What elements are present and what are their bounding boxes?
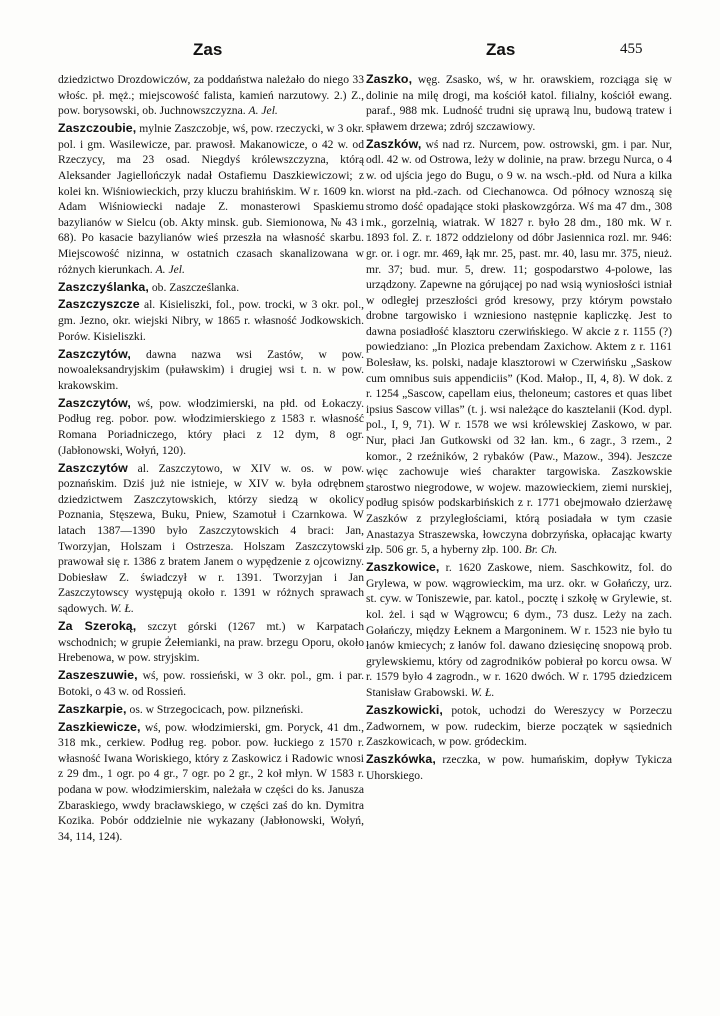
entry-body: al. Kisieliszki, fol., pow. trocki, w 3 okr. pol., gm. Jezno, okr. wiejski Nibry, w 1865 r. własność Jodkowskich. Porów. Kisieliszki. <box>58 298 364 343</box>
entry-headword: Zaszkiewicze, <box>58 719 141 734</box>
entry-body: wś, pow. włodzimierski, gm. Poryck, 41 dm., 318 mk., cerkiew. Podług reg. pobor. pow. łuckiego z 1570 r. własność Iwana Woriskiego, który z Zaskowicz i Radowic wnosi z 29 dm., 1 ogr. po 4 gr., 7 ogr. po 2 gr., 2 koł młyn. W 1583 r. podana w pow. włodzimierskim, należała w części do ks. Janusza Zbaraskiego, wwdy bracławskiego, w części zaś do kn. Dymitra Kozika. Pobór oddzielnie nie wykazany (Jabłonowski, Wołyń, 34, 114, 124). <box>58 720 364 843</box>
entry-headword: Zaszczytów <box>58 460 128 475</box>
entry-body: ob. Zaszcześlanka. <box>151 280 240 294</box>
page-header <box>0 40 720 66</box>
entry-headword: Zaszczytów, <box>58 395 131 410</box>
entry-body: rzeczka, w pow. humańskim, dopływ Tykicza Uhorskiego. <box>366 753 672 782</box>
entry-headword: Za Szeroką, <box>58 618 137 633</box>
entry-headword: Zaszko, <box>366 72 413 86</box>
entry <box>58 668 364 699</box>
entry-author: Br. Ch. <box>524 543 558 557</box>
entry <box>58 396 364 458</box>
left-column <box>58 72 364 847</box>
entry-headword: Zaszczoubie, <box>58 121 137 136</box>
entry-body: potok, uchodzi do Wereszycy w Porzeczu Zadwornem, w pow. rudeckim, bierze początek w sąsiednich Zaszkowicach, w pow. gródeckim. <box>366 703 672 749</box>
entry-body: al. Zaszczytowo, w XIV w. os. w pow. poznańskim. Dziś już nie istnieje, w XIV w. była odrębnem dziedzictwem Zaszczytowskich, którzy siedzą w okolicy Poznania, Stęszewa, Buku, Pniew, Szamotuł i Czarnkowa. W latach 1387—1390 było Zaszczytowskich 4 braci: Jan, Tworzyjan, Holszam i Ostrzesza. Holszam Zaszczytowski prawował się r. 1386 z bratem Janem o wypędzenie z ojcowizny. Dobiesław Z. świadczył w r. 1391. Tworzyjan i Jan Zaszczytowscy występują około r. 1391 w różnych sprawach sądowych. <box>58 461 364 615</box>
entry-headword: Zaszkówka, <box>366 752 436 767</box>
entry-author: A. Jel. <box>248 104 278 118</box>
entry <box>366 137 672 558</box>
entry-headword: Zaszeszuwie, <box>58 668 138 683</box>
right-column <box>366 72 672 786</box>
entry <box>58 121 364 277</box>
entry <box>58 619 364 666</box>
entry-body: os. w Strzegocicach, pow. pilzneński. <box>129 702 304 716</box>
entry-body: r. 1620 Zaskowe, niem. Saschkowitz, fol. do Grylewa, w pow. wągrowieckim, ma urz. okr. w Gołańczy, urz. st. cyw. w Toniszewie, par. katol., pocztę i szkołę w Grylewie, st. kol. żel. i sąd w Wągrowcu; 6 dym., 73 dusz. Leży na zach. Gołańczy, między Łeknem a Margoninem. W r. 1523 nie było tu łanów kmiecych; z łanów fol. dawano dziesięcinę snopową prob. grylewskiemu, który od zagrodników pobierał po korcu owsa. W r. 1579 było 4 zagrodn., w r. 1620 dwóch. W r. 1795 dziedzicem Stanisław Grabowski. <box>366 561 672 699</box>
entry <box>366 752 672 783</box>
entry-body: dziedzictwo Drozdowiczów, za poddaństwa należało do niego 33 włośc. pł. męż.; miejscowość falista, kamień narzutowy. 2.) Z., pow. borysowski, ob. Juchnowszczyzna. <box>58 73 364 118</box>
entry <box>58 280 364 296</box>
entry-headword: Zaszków, <box>366 136 422 151</box>
entry-headword: Zaszczytów, <box>58 346 131 361</box>
entry-body: wś, pow. rossieński, w 3 okr. pol., gm. i par. Botoki, o 43 w. od Rossień. <box>58 669 365 698</box>
entry <box>58 72 364 119</box>
entry-author: W. Ł. <box>470 685 495 699</box>
entry <box>58 702 364 718</box>
page-number: 455 <box>620 41 643 57</box>
entry <box>366 72 672 134</box>
entry-body: dawna nazwa wsi Zastów, w pow. nowoaleksandryjskim (puławskim) i drugiej wsi t. n. w pow. krakowskim. <box>58 347 364 392</box>
entry-body: mylnie Zaszczobje, wś, pow. rzeczycki, w 3 okr. pol. i gm. Wasilewicze, par. prawosł. Makanowicze, o 42 w. od Rzeczycy, ma 23 osad. Niegdyś królewszczyzna, którą Aleksander Jagiellończyk nadał Ostafiemu Daszkiewiczowi; z kolei kn. Wiśniowieckich, przy kluczu brahińskim. W r. 1609 kn. Adam Wiśniowiecki nadaje Z. monasterowi Spaskiemu bazylianów w Sielcu (ob. Akty minsk. gub. Siemionowa, № 43 i 68). Po kasacie bazylianów wieś przeszła na własność skarbu. Miejscowość nizinna, w ostatnich czasach skanalizowana w różnych kierunkach. <box>58 122 364 276</box>
entry <box>58 461 364 617</box>
entry <box>58 720 364 845</box>
entry-body: wś, pow. włodzimierski, na płd. od Łokaczy. Podług reg. pobor. pow. włodzimierskiego z 1583 r. własność Romana Poriadniczego, który płaci z 12 dym, 8 ogr. (Jabłonowski, Wołyń, 120). <box>58 396 364 457</box>
entry <box>58 347 364 394</box>
entry-author: A. Jel. <box>155 262 185 276</box>
entry <box>366 703 672 750</box>
entry <box>58 297 364 344</box>
entry <box>366 560 672 700</box>
entry-body: wś nad rz. Nurcem, pow. ostrowski, gm. i par. Nur, odl. 42 w. od Ostrowa, leży w dolinie, na praw. brzegu Nurca, o 4 w. od ujścia jego do Bugu, o 9 w. na wsch.-płd. od Nura a kilka wiorst na płd.-zach. od Ciechanowca. Od północy wznoszą się stromo dość opadające stoki płaskowzgórza. Wś ma 47 dm., 308 mk., gorzelnią, wiatrak. W 1827 r. było 28 dm., 180 mk. W r. 1893 fol. Z. r. 1872 oddzielony od dóbr Jasiennica rozl. mr. 946: gr. or. i ogr. mr. 469, łąk mr. 25, past. mr. 40, lasu mr. 375, nieuż. mr. 37; bud. mur. 5, drew. 11; gospodarstwo 4-polowe, las urządzony. Zapewne na górującej po nad wsią wyniosłości istniał w odległej przeszłości gród kresowy, przy którym powstało drobne targowisko i wzniesiono następnie kapliczkę. Jest to dawna posiadłość klasztoru czerwińskiego. W akcie z r. 1155 (?) powiedziano: „In Plozica prebendam Zaxichow. Aktem z r. 1161 Bolesław, ks. polski, nadaje klasztorowi w Czerwińsku „Saskow cum omnibus suis appendiciis” (Kod. Małop., II, 4, 8). W dok. z r. 1254 „Sascow, capellam eius, theloneum; castores et quas libet ipsius Sascow villas” (t. j. wsi należące do kasztelanii (Kod. dypl. pol., I, 9, 71). W r. 1578 we wsi królewskiej Zaskowo, w par. Nur, płaci Jan Gutkowski od 32 łan. km., 6 zagr., 3 rzem., 2 komor., 2 rzeźników, 2 rybaków (Paw., Mazow., 394). Jeszcze więc zachowuje wieś charakter targowiska. Zaszkowskie starostwo niegrodowe, w wojew. mazowieckiem, ziemi nurskiej, podług spisów podskarbińskich z r. 1771 obejmowało dzierżawę Zaszków z przyległościami, którą posiadała w tym czasie Anastazya Straszewska, łowczyna dobrzyńska, opłacając kwarty złp. 506 gr. 5, a hyberny złp. 100. <box>366 137 672 557</box>
entry-body: szczyt górski (1267 mt.) w Karpatach wschodnich; w grupie Żełemianki, na praw. brzegu Oporu, około Hrebenowa, w pow. stryjskim. <box>58 619 364 665</box>
entry-headword: Zaszkarpie, <box>58 701 127 716</box>
entry-author: W. Ł. <box>110 601 134 615</box>
entry-headword: Zaszkowicki, <box>366 702 443 717</box>
running-head-left: Zas <box>193 40 223 59</box>
running-head-right: Zas <box>486 40 516 59</box>
entry-headword: Zaszczyszcze <box>58 297 140 312</box>
entry-headword: Zaszkowice, <box>366 560 440 575</box>
entry-body: węg. Zsasko, wś, w hr. orawskiem, rozciąga się w dolinie na milę drogi, ma kościół katol. filialny, kościół ewang. paraf., 988 mk. Ludność trudni się uprawą lnu, budową tratew i spławem drzewa; zdrój szczawiowy. <box>366 73 672 133</box>
entry-headword: Zaszczyślanka, <box>58 279 149 294</box>
